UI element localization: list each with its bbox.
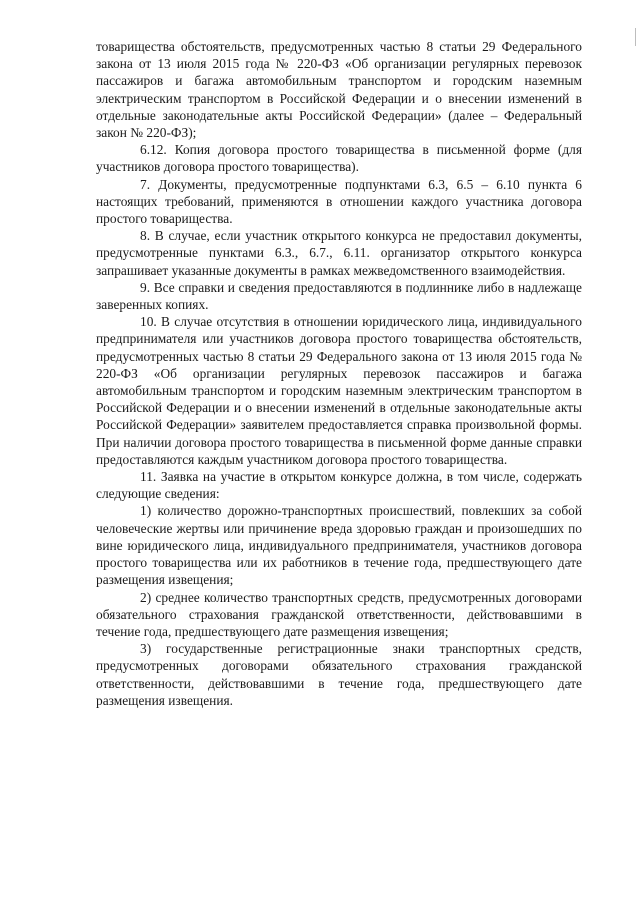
paragraph-6-12: 6.12. Копия договора простого товарищества в письменной форме (для участников договора простого товарищества).	[96, 142, 582, 175]
paragraph-7: 7. Документы, предусмотренные подпунктами 6.3, 6.5 – 6.10 пункта 6 настоящих требований, применяются в отношении каждого участника договора простого товарищества.	[96, 176, 582, 227]
list-item-1: 1) количество дорожно-транспортных происшествий, повлекших за собой человеческие жертвы или причинение вреда здоровью граждан и произошедших по вине юридического лица, индивидуального предпринимателя, участников договора простого товарищества или их работников в течение года, предшествующего дате размещения извещения;	[96, 503, 582, 588]
paragraph-8: 8. В случае, если участник открытого конкурса не предоставил документы, предусмотренные пунктами 6.3., 6.7., 6.11. организатор открытого конкурса запрашивает указанные документы в рамках межведомственного взаимодействия.	[96, 228, 582, 278]
paragraph-10: 10. В случае отсутствия в отношении юридического лица, индивидуального предпринимателя или участников договора простого товарищества обстоятельств, предусмотренных частью 8 статьи 29 Федерального закона от 13 июля 2015 года № 220-ФЗ «Об организации регулярных перевозок пассажиров и багажа автомобильным транспортом и городским наземным электрическим транспортом в Российской Федерации и о внесении изменений в отдельные законодательные акты Российской Федерации» заявителем предоставляется справка произвольной формы. При наличии договора простого товарищества в письменной форме данные справки предоставляются каждым участником договора простого товарищества.	[96, 314, 582, 467]
list-item-2: 2) среднее количество транспортных средств, предусмотренных договорами обязательного страхования гражданской ответственности, действовавшими в течение года, предшествующего дате размещения извещения;	[96, 589, 582, 639]
list-item-3: 3) государственные регистрационные знаки транспортных средств, предусмотренных договорами обязательного страхования гражданской ответственности, действовавшими в течение года, предшествующего дате размещения извещения.	[96, 641, 582, 708]
paragraph-11: 11. Заявка на участие в открытом конкурсе должна, в том числе, содержать следующие сведения:	[96, 469, 582, 502]
document-body	[96, 38, 582, 709]
paragraph-continuation: товарищества обстоятельств, предусмотренных частью 8 статьи 29 Федерального закона от 13 июля 2015 года № 220-ФЗ «Об организации регулярных перевозок пассажиров и багажа автомобильным транспортом и городским наземным электрическим транспортом в Российской Федерации и о внесении изменений в отдельные законодательные акты Российской Федерации» (далее – Федеральный закон № 220-ФЗ);	[96, 39, 582, 141]
paragraph-9: 9. Все справки и сведения предоставляются в подлиннике либо в надлежаще заверенных копиях.	[96, 279, 582, 313]
scan-artifact-mark	[635, 28, 636, 46]
